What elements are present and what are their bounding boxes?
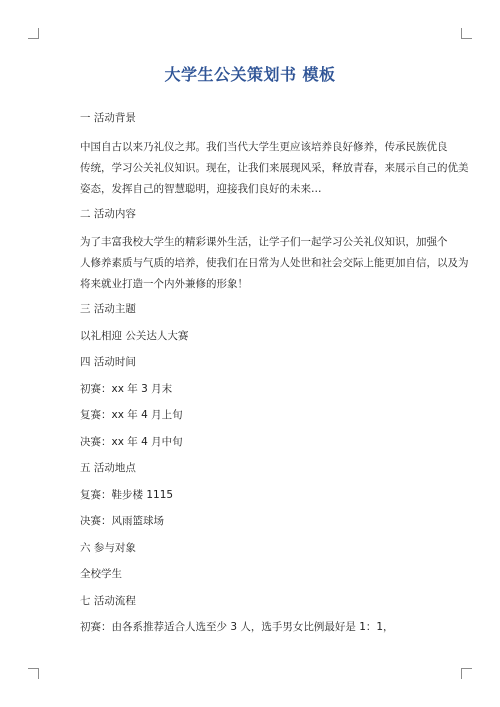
crop-mark-top-right xyxy=(461,28,472,39)
crop-mark-bottom-left xyxy=(28,668,39,679)
background-paragraph xyxy=(80,137,469,200)
process-text: 初赛：由各系推荐适合人选至少 3 人，选手男女比例最好是 1：1， xyxy=(80,621,394,633)
location-item-semifinal: 复赛：鞋步楼 1115 xyxy=(80,488,174,501)
location-item-final: 决赛：风雨篮球场 xyxy=(80,515,164,527)
time-item-semifinal: 复赛：xx 年 4 月上旬 xyxy=(80,409,183,421)
time-item-final: 决赛：xx 年 4 月中旬 xyxy=(80,435,183,448)
section-heading-participants: 六 参与对象 xyxy=(80,541,136,554)
crop-mark-bottom-right xyxy=(461,668,472,679)
section-heading-process: 七 活动流程 xyxy=(80,594,136,607)
document-title: 大学生公关策划书 模板 xyxy=(164,65,336,84)
section-heading-content: 二 活动内容 xyxy=(80,207,136,220)
crop-mark-top-left xyxy=(28,28,39,39)
content-line-1: 为了丰富我校大学生的精彩课外生活，让学子们一起学习公关礼仪知识，加强个 xyxy=(80,236,448,248)
theme-text: 以礼相迎 公关达人大赛 xyxy=(80,329,189,342)
section-heading-location: 五 活动地点 xyxy=(80,462,136,474)
background-line-2: 传统，学习公关礼仪知识。现在，让我们来展现风采，释放青春，来展示自己的优美 xyxy=(80,161,469,174)
participants-text: 全校学生 xyxy=(80,568,122,580)
content-line-3: 将来就业打造一个内外兼修的形象！ xyxy=(80,278,248,290)
background-line-1: 中国自古以来乃礼仪之邦。我们当代大学生更应该培养良好修养，传承民族优良 xyxy=(80,140,448,153)
content-line-2: 人修养素质与气质的培养，使我们在日常为人处世和社会交际上能更加自信，以及为 xyxy=(80,257,469,269)
document-body xyxy=(80,110,469,646)
section-heading-time: 四 活动时间 xyxy=(80,356,136,368)
section-heading-background: 一 活动背景 xyxy=(80,112,136,124)
section-heading-theme: 三 活动主题 xyxy=(80,303,136,315)
content-paragraph xyxy=(80,232,469,295)
time-item-preliminary: 初赛：xx 年 3 月末 xyxy=(80,382,173,395)
background-line-3: 姿态，发挥自己的智慧聪明，迎接我们良好的未来… xyxy=(80,182,322,195)
